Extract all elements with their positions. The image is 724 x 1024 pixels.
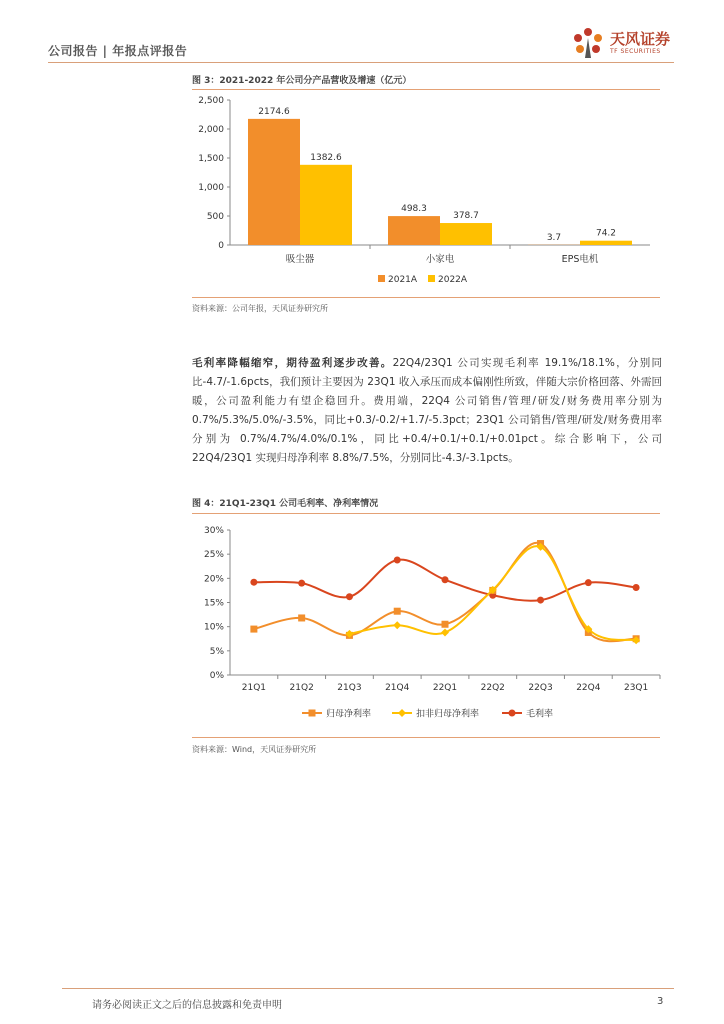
point-归母净利率-21Q2 — [298, 614, 305, 621]
x-category-label: 21Q1 — [241, 683, 267, 693]
point-归母净利率-21Q4 — [394, 608, 401, 615]
bar-2021A-小家电 — [388, 216, 440, 245]
figure3-top-rule — [192, 89, 660, 90]
legend-label: 扣非归母净利率 — [416, 709, 480, 720]
bar-2022A-吸尘器 — [300, 165, 352, 245]
point-毛利率-21Q3 — [346, 593, 353, 600]
y-tick-label: 10% — [203, 622, 224, 633]
x-category-label: 22Q1 — [432, 683, 458, 693]
x-category-label: 23Q1 — [623, 683, 649, 693]
x-category-label: 22Q4 — [576, 683, 601, 693]
bar-data-label: 498.3 — [401, 204, 427, 215]
x-category-label: 吸尘器 — [285, 254, 315, 265]
tf-logo-icon — [568, 24, 608, 60]
figure3-bar-chart — [192, 92, 662, 292]
figure3-bottom-rule — [192, 297, 660, 298]
figure3-caption: 图 3：2021-2022 年公司分产品营收及增速（亿元） — [192, 76, 412, 86]
bar-2022A-小家电 — [440, 223, 492, 245]
x-category-label: 22Q2 — [480, 683, 505, 693]
page-number: 3 — [657, 996, 664, 1007]
report-breadcrumb: 公司报告 | 年报点评报告 — [48, 44, 188, 58]
figure4-top-rule — [192, 513, 660, 514]
y-tick-label: 1,500 — [198, 154, 224, 164]
point-扣非归母净利率-22Q1 — [441, 628, 449, 636]
point-毛利率-22Q1 — [442, 576, 449, 583]
legend-swatch-2022A — [428, 275, 435, 282]
x-category-label: EPS电机 — [561, 254, 599, 265]
bar-2021A-吸尘器 — [248, 119, 300, 245]
figure4-bottom-rule — [192, 737, 660, 738]
x-category-label: 小家电 — [425, 254, 455, 265]
y-tick-label: 15% — [203, 598, 224, 609]
footer-disclaimer: 请务必阅读正文之后的信息披露和免责申明 — [92, 1000, 282, 1011]
logo-name: 天风证券 — [610, 30, 671, 48]
y-tick-label: 0% — [209, 671, 224, 681]
figure3-source: 资料来源：公司年报，天风证券研究所 — [192, 304, 328, 313]
legend-label: 毛利率 — [526, 709, 554, 720]
point-归母净利率-21Q1 — [250, 626, 257, 633]
figure4-source: 资料来源：Wind，天风证券研究所 — [192, 745, 317, 754]
point-毛利率-21Q4 — [394, 556, 401, 563]
y-tick-label: 2,000 — [198, 125, 224, 135]
y-tick-label: 5% — [209, 646, 224, 657]
point-毛利率-21Q2 — [298, 580, 305, 587]
analysis-paragraph — [192, 354, 662, 468]
bar-data-label: 378.7 — [453, 211, 479, 222]
point-毛利率-22Q3 — [537, 597, 544, 604]
x-category-label: 21Q3 — [337, 683, 362, 693]
bar-data-label: 2174.6 — [258, 106, 290, 117]
figure4-caption: 图 4：21Q1-23Q1 公司毛利率、净利率情况 — [192, 499, 379, 509]
bar-data-label: 1382.6 — [310, 152, 342, 163]
y-tick-label: 2,500 — [198, 96, 224, 106]
legend-swatch-2021A — [378, 275, 385, 282]
legend-label: 2021A — [388, 275, 418, 285]
x-category-label: 22Q3 — [528, 683, 553, 693]
y-tick-label: 20% — [203, 574, 224, 585]
y-tick-label: 25% — [203, 550, 224, 561]
point-扣非归母净利率-21Q4 — [393, 621, 401, 629]
logo-subtitle: TF SECURITIES — [610, 48, 661, 55]
paragraph-body: 22Q4/23Q1 公司实现毛利率 19.1%/18.1%，分别同比-4.7/-1.6pcts，我们预计主要因为 23Q1 收入承压而成本偏刚性所致，伴随大宗价格回落、外需回暖，公司盈利能力有望企稳回升。费用端，22Q4 公司销售/管理/研发/财务费用率分别为 0.7%/5.3%/5.0%/-3.5%，同比+0.3/-0.2/+1.7/-5.3pct；23Q1 公司销售/管理/研发/财务费用率分别为 0.7%/4.7%/4.0%/0.1%，同比+0.4/+0.1/+0.1/+0.01pct。综合影响下，公司 22Q4/23Q1 实现归母净利率 8.8%/7.5%，分别同比-4.3/-3.1pcts。 — [192, 357, 663, 464]
bar-2022A-EPS电机 — [580, 241, 632, 245]
y-tick-label: 0 — [218, 241, 224, 251]
legend-label: 2022A — [438, 275, 468, 285]
y-tick-label: 1,000 — [198, 183, 224, 193]
point-归母净利率-22Q1 — [442, 621, 449, 628]
legend-marker-归母净利率 — [309, 710, 316, 717]
y-tick-label: 30% — [203, 526, 224, 536]
x-category-label: 21Q2 — [289, 683, 314, 693]
y-tick-label: 500 — [206, 212, 224, 222]
figure4-line-chart — [192, 518, 662, 730]
footer-divider — [62, 988, 674, 989]
x-category-label: 21Q4 — [385, 683, 410, 693]
bar-data-label: 74.2 — [595, 228, 617, 239]
point-毛利率-23Q1 — [633, 584, 640, 591]
paragraph-lead: 毛利率降幅缩窄，期待盈利逐步改善。 — [192, 357, 393, 369]
legend-marker-扣非归母净利率 — [398, 709, 406, 717]
point-毛利率-22Q4 — [585, 579, 592, 586]
legend-marker-毛利率 — [509, 710, 516, 717]
header-divider — [48, 62, 674, 63]
legend-label: 归母净利率 — [326, 709, 372, 720]
bar-data-label: 3.7 — [546, 232, 562, 243]
point-毛利率-21Q1 — [250, 579, 257, 586]
